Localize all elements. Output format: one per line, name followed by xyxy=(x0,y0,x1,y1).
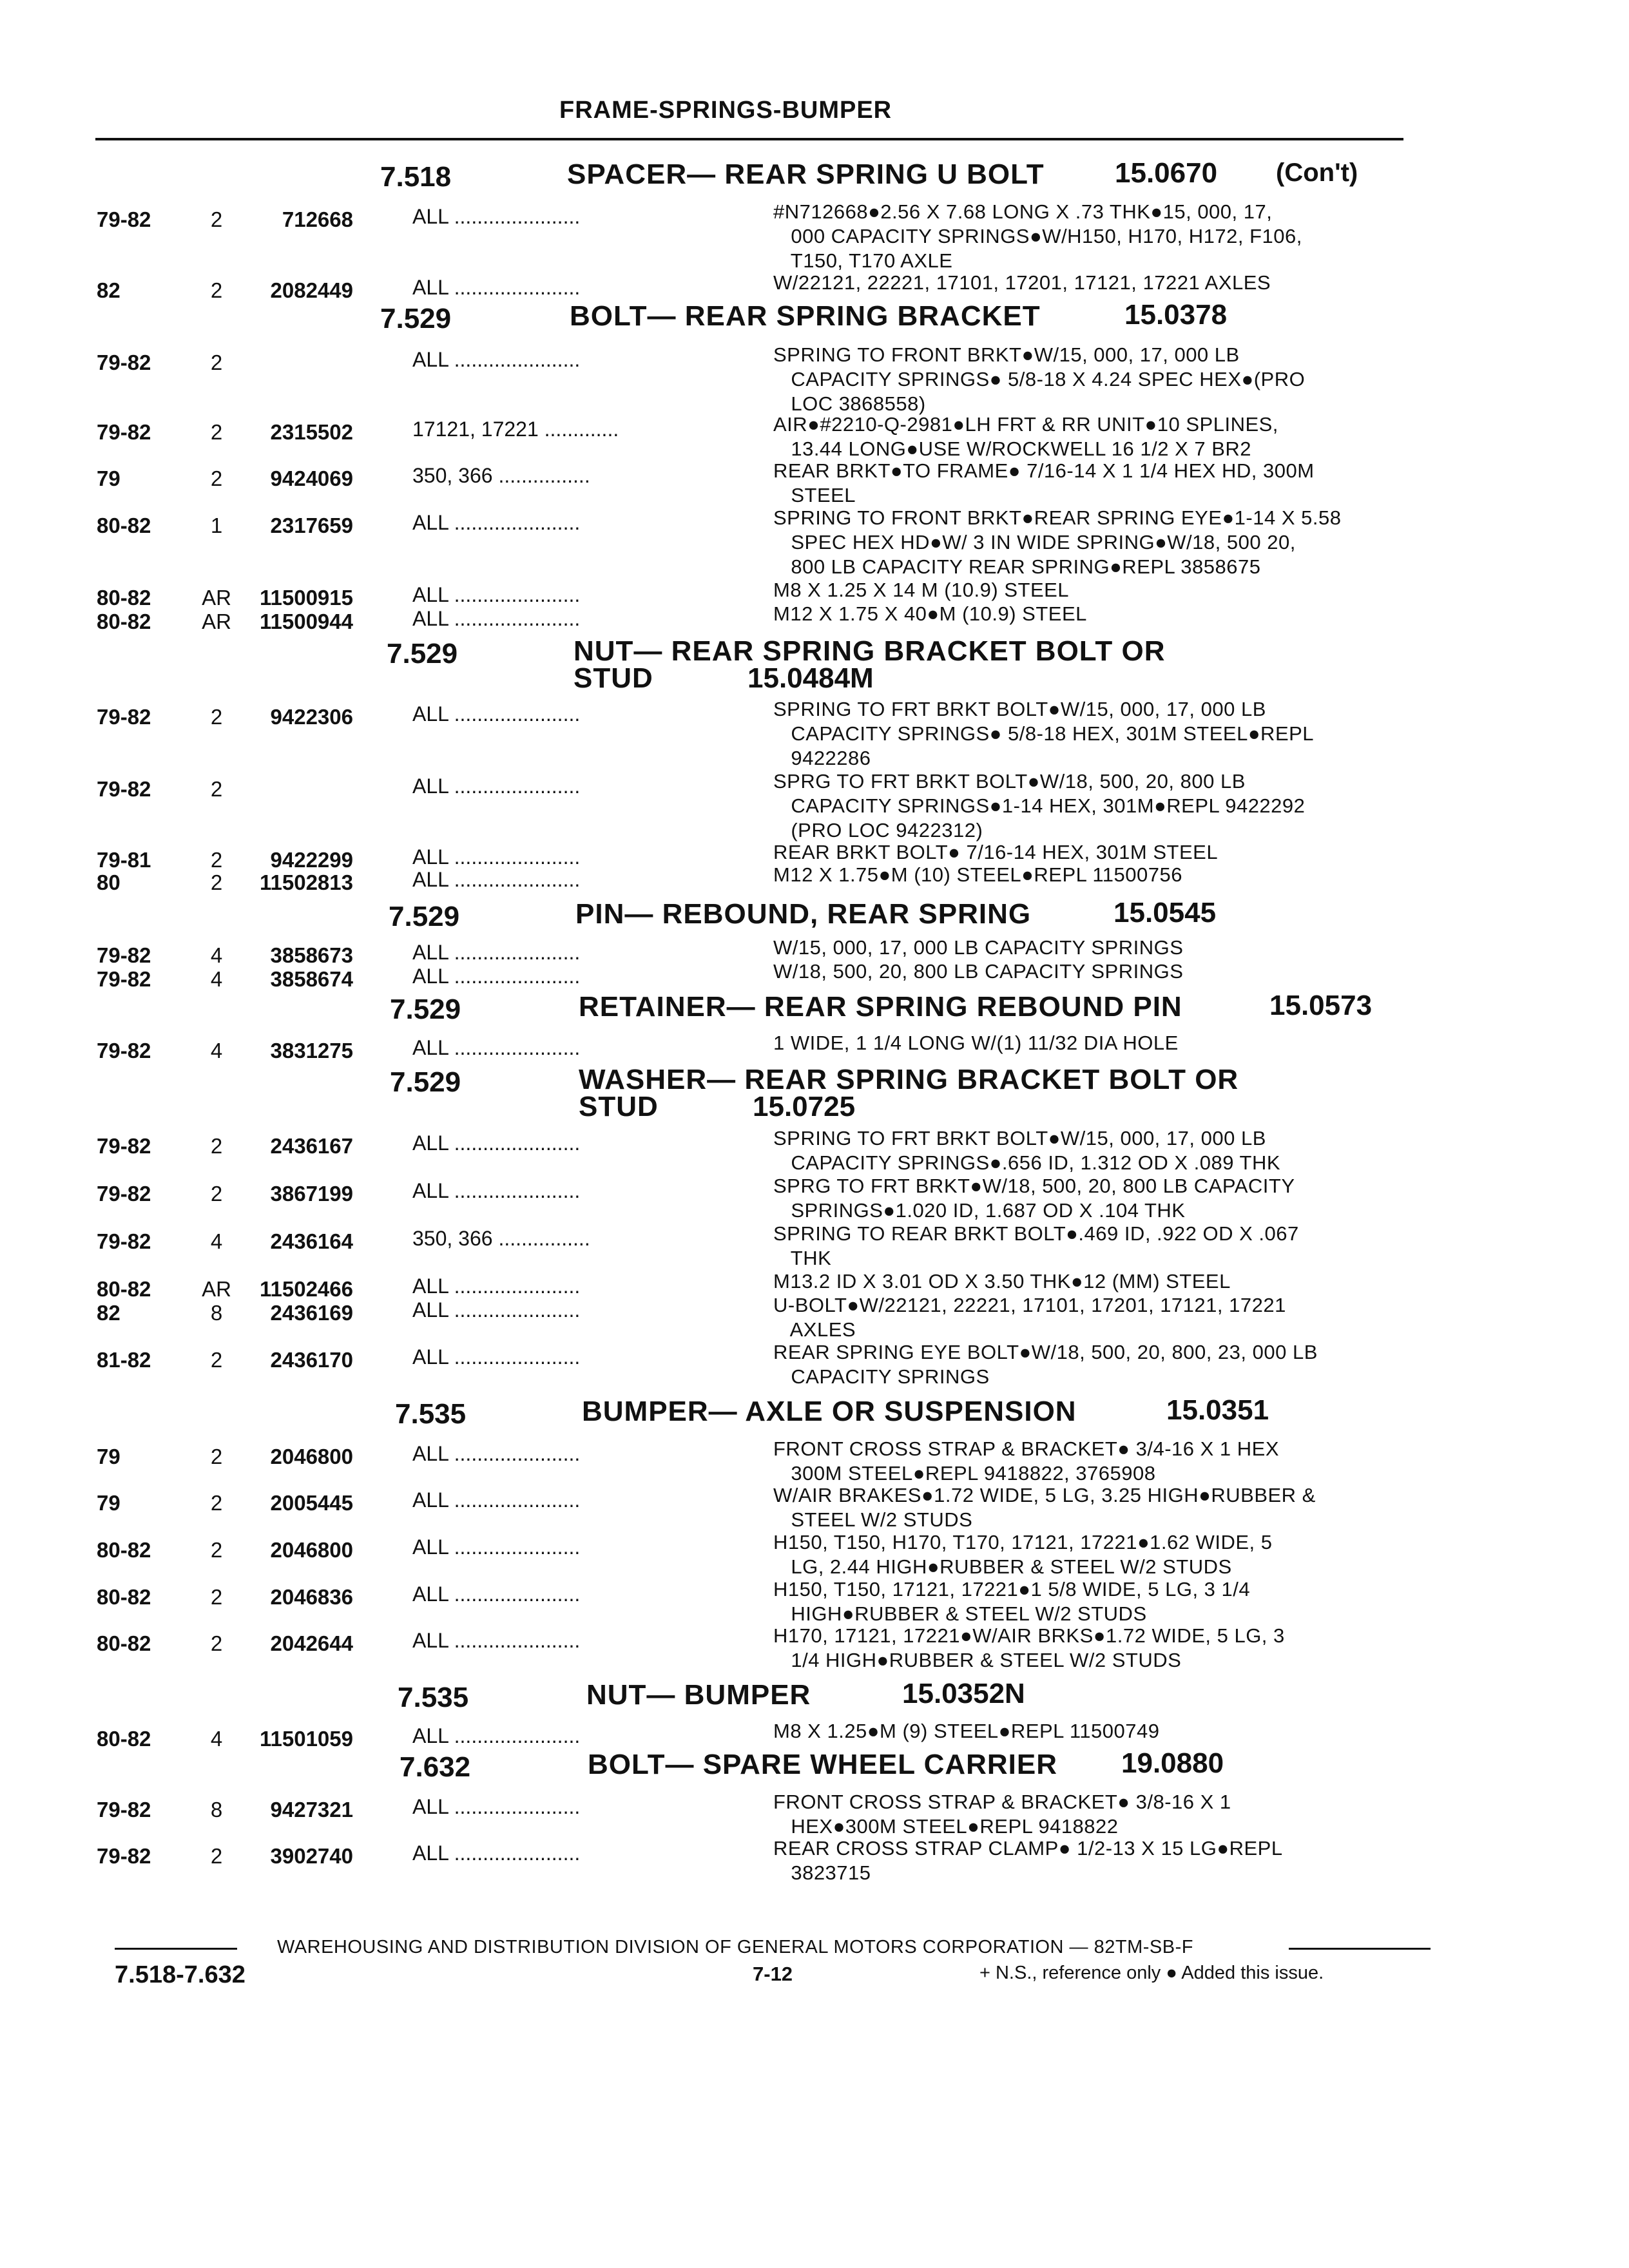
part-number: 11501059 xyxy=(259,1727,353,1751)
section-name: WASHER— REAR SPRING BRACKET BOLT OR xyxy=(579,1064,1239,1095)
quantity: 2 xyxy=(210,1348,223,1372)
part-description: M13.2 ID X 3.01 OD X 3.50 THK●12 (MM) STEEL xyxy=(773,1270,1231,1293)
quantity: 4 xyxy=(210,967,223,991)
part-number: 2436170 xyxy=(270,1348,353,1372)
part-number: 11502813 xyxy=(259,870,353,894)
application: ALL ...................... xyxy=(412,607,581,630)
section-category: 7.529 xyxy=(389,901,460,932)
quantity: 4 xyxy=(210,1229,223,1253)
model-years: 79-82 xyxy=(97,1229,151,1253)
part-description: M8 X 1.25●M (9) STEEL●REPL 11500749 xyxy=(773,1720,1160,1742)
application: ALL ...................... xyxy=(412,1724,581,1747)
quantity: 2 xyxy=(210,1182,223,1206)
application: ALL ...................... xyxy=(412,965,581,988)
part-description: REAR BRKT●TO FRAME● 7/16-14 X 1 1/4 HEX HD, 300M STEEL xyxy=(773,459,1315,506)
part-number: 11502466 xyxy=(259,1277,353,1301)
part-number: 2317659 xyxy=(270,514,353,537)
section-code: 15.0352N xyxy=(902,1678,1025,1709)
part-description: W/18, 500, 20, 800 LB CAPACITY SPRINGS xyxy=(773,960,1184,983)
application: ALL ...................... xyxy=(412,1298,581,1321)
application: ALL ...................... xyxy=(412,868,581,891)
section-code: 15.0670 xyxy=(1115,157,1218,189)
section-code: 15.0725 xyxy=(753,1091,856,1122)
part-description: SPRING TO FRONT BRKT●W/15, 000, 17, 000 LB CAPACITY SPRINGS● 5/8-18 X 4.24 SPEC HEX●(PRO LOC 3868558) xyxy=(773,343,1306,415)
model-years: 80-82 xyxy=(97,514,151,537)
quantity: 4 xyxy=(210,1727,223,1751)
section-name: BUMPER— AXLE OR SUSPENSION xyxy=(582,1396,1077,1427)
part-number: 2436169 xyxy=(270,1301,353,1325)
model-years: 79-82 xyxy=(97,943,151,967)
part-description: SPRING TO FRT BRKT BOLT●W/15, 000, 17, 000 LB CAPACITY SPRINGS● 5/8-18 HEX, 301M STEEL●REPL 9422286 xyxy=(773,698,1315,769)
part-description: M12 X 1.75●M (10) STEEL●REPL 11500756 xyxy=(773,863,1182,886)
section-name-line2: STUD xyxy=(574,662,653,694)
header-rule xyxy=(95,138,1403,140)
application: 17121, 17221 ............. xyxy=(412,418,619,441)
section-code: 15.0573 xyxy=(1269,990,1373,1021)
quantity: 8 xyxy=(210,1301,223,1325)
application: ALL ...................... xyxy=(412,1179,581,1202)
part-description: 1 WIDE, 1 1/4 LONG W/(1) 11/32 DIA HOLE xyxy=(773,1032,1179,1054)
application: 350, 366 ................ xyxy=(412,1227,590,1250)
part-description: H150, T150, H170, T170, 17121, 17221●1.62 WIDE, 5 LG, 2.44 HIGH●RUBBER & STEEL W/2 STUDS xyxy=(773,1531,1273,1578)
model-years: 80-82 xyxy=(97,586,151,610)
part-description: W/AIR BRAKES●1.72 WIDE, 5 LG, 3.25 HIGH●RUBBER & STEEL W/2 STUDS xyxy=(773,1484,1316,1531)
section-code: 15.0351 xyxy=(1166,1394,1269,1426)
part-number: 712668 xyxy=(282,207,353,231)
part-number: 11500915 xyxy=(259,586,353,610)
footer-rule-right xyxy=(1289,1948,1431,1950)
section-name: SPACER— REAR SPRING U BOLT xyxy=(567,159,1045,190)
section-name-line2: STUD xyxy=(579,1091,659,1122)
section-name: NUT— BUMPER xyxy=(586,1679,811,1711)
part-description: W/15, 000, 17, 000 LB CAPACITY SPRINGS xyxy=(773,936,1184,959)
part-number: 3902740 xyxy=(270,1844,353,1868)
quantity: 2 xyxy=(210,1585,223,1609)
application: ALL ...................... xyxy=(412,1535,581,1559)
section-code: 15.0484M xyxy=(747,662,874,694)
section-category: 7.535 xyxy=(395,1398,467,1430)
application: ALL ...................... xyxy=(412,1629,581,1652)
section-name: BOLT— SPARE WHEEL CARRIER xyxy=(588,1749,1058,1780)
model-years: 79-82 xyxy=(97,1039,151,1062)
page-title: FRAME-SPRINGS-BUMPER xyxy=(559,97,892,124)
part-description: REAR CROSS STRAP CLAMP● 1/2-13 X 15 LG●REPL 3823715 xyxy=(773,1837,1283,1884)
application: ALL ...................... xyxy=(412,774,581,798)
part-description: REAR SPRING EYE BOLT●W/18, 500, 20, 800, 23, 000 LB CAPACITY SPRINGS xyxy=(773,1341,1318,1388)
part-description: U-BOLT●W/22121, 22221, 17101, 17201, 17121, 17221 AXLES xyxy=(773,1294,1286,1341)
section-category: 7.535 xyxy=(398,1682,469,1713)
application: ALL ...................... xyxy=(412,1345,581,1369)
part-description: SPRG TO FRT BRKT BOLT●W/18, 500, 20, 800 LB CAPACITY SPRINGS●1-14 HEX, 301M●REPL 9422292 (PRO LOC 9422312) xyxy=(773,770,1306,841)
quantity: 2 xyxy=(210,1631,223,1655)
model-years: 80-82 xyxy=(97,1538,151,1562)
part-number: 2042644 xyxy=(270,1631,353,1655)
part-number: 3867199 xyxy=(270,1182,353,1206)
part-number: 2046836 xyxy=(270,1585,353,1609)
model-years: 82 xyxy=(97,1301,120,1325)
application: 350, 366 ................ xyxy=(412,464,590,487)
footer-range: 7.518-7.632 xyxy=(115,1961,246,1988)
part-number: 3858673 xyxy=(270,943,353,967)
quantity: 2 xyxy=(210,1445,223,1468)
part-number: 2436164 xyxy=(270,1229,353,1253)
model-years: 79-82 xyxy=(97,777,151,801)
application: ALL ...................... xyxy=(412,1488,581,1512)
model-years: 79-82 xyxy=(97,1798,151,1821)
quantity: AR xyxy=(202,610,231,633)
model-years: 82 xyxy=(97,278,120,302)
model-years: 79-82 xyxy=(97,1182,151,1206)
model-years: 79 xyxy=(97,466,120,490)
quantity: 2 xyxy=(210,1491,223,1515)
section-category: 7.529 xyxy=(390,994,461,1025)
quantity: 1 xyxy=(210,514,223,537)
application: ALL ...................... xyxy=(412,1131,581,1155)
section-category: 7.529 xyxy=(380,303,452,334)
model-years: 79-82 xyxy=(97,705,151,729)
part-number: 2082449 xyxy=(270,278,353,302)
part-description: W/22121, 22221, 17101, 17201, 17121, 17221 AXLES xyxy=(773,271,1271,294)
part-description: M8 X 1.25 X 14 M (10.9) STEEL xyxy=(773,579,1070,601)
application: ALL ...................... xyxy=(412,845,581,869)
part-description: FRONT CROSS STRAP & BRACKET● 3/4-16 X 1 HEX 300M STEEL●REPL 9418822, 3765908 xyxy=(773,1437,1280,1485)
quantity: 2 xyxy=(210,207,223,231)
quantity: 4 xyxy=(210,1039,223,1062)
part-number: 2436167 xyxy=(270,1134,353,1158)
quantity: 4 xyxy=(210,943,223,967)
section-name: PIN— REBOUND, REAR SPRING xyxy=(575,898,1032,930)
application: ALL ...................... xyxy=(412,1582,581,1606)
section-code: 15.0378 xyxy=(1124,299,1228,331)
part-description: SPRING TO FRONT BRKT●REAR SPRING EYE●1-14 X 5.58 SPEC HEX HD●W/ 3 IN WIDE SPRING●W/18, 500 20, 800 LB CAPACITY REAR SPRING●REPL 3858675 xyxy=(773,506,1342,578)
quantity: 2 xyxy=(210,777,223,801)
model-years: 79 xyxy=(97,1491,120,1515)
part-number: 3831275 xyxy=(270,1039,353,1062)
application: ALL ...................... xyxy=(412,941,581,964)
model-years: 79-82 xyxy=(97,967,151,991)
section-category: 7.529 xyxy=(390,1066,461,1098)
page-number: 7-12 xyxy=(753,1963,793,1985)
quantity: 2 xyxy=(210,466,223,490)
part-description: H170, 17121, 17221●W/AIR BRKS●1.72 WIDE, 5 LG, 3 1/4 HIGH●RUBBER & STEEL W/2 STUDS xyxy=(773,1624,1285,1671)
model-years: 79-81 xyxy=(97,848,151,872)
part-description: #N712668●2.56 X 7.68 LONG X .73 THK●15, 000, 17, 000 CAPACITY SPRINGS●W/H150, H170, H172, F106, T150, T170 AXLE xyxy=(773,200,1302,272)
part-number: 3858674 xyxy=(270,967,353,991)
part-number: 9427321 xyxy=(270,1798,353,1821)
part-number: 9424069 xyxy=(270,466,353,490)
model-years: 80-82 xyxy=(97,1277,151,1301)
part-number: 2315502 xyxy=(270,420,353,444)
model-years: 80-82 xyxy=(97,610,151,633)
quantity: 2 xyxy=(210,351,223,374)
part-description: REAR BRKT BOLT● 7/16-14 HEX, 301M STEEL xyxy=(773,841,1219,863)
model-years: 79-82 xyxy=(97,420,151,444)
quantity: 2 xyxy=(210,420,223,444)
model-years: 79-82 xyxy=(97,1134,151,1158)
part-description: H150, T150, 17121, 17221●1 5/8 WIDE, 5 LG, 3 1/4 HIGH●RUBBER & STEEL W/2 STUDS xyxy=(773,1578,1251,1625)
section-category: 7.518 xyxy=(380,161,452,193)
part-description: AIR●#2210-Q-2981●LH FRT & RR UNIT●10 SPLINES, 13.44 LONG●USE W/ROCKWELL 16 1/2 X 7 BR2 xyxy=(773,413,1278,460)
quantity: 2 xyxy=(210,1134,223,1158)
quantity: AR xyxy=(202,586,231,610)
part-description: SPRING TO REAR BRKT BOLT●.469 ID, .922 OD X .067 THK xyxy=(773,1222,1299,1269)
part-number: 9422299 xyxy=(270,848,353,872)
footer-publisher: WAREHOUSING AND DISTRIBUTION DIVISION OF GENERAL MOTORS CORPORATION — 82TM-SB-F xyxy=(277,1937,1193,1957)
model-years: 80-82 xyxy=(97,1727,151,1751)
quantity: 8 xyxy=(210,1798,223,1821)
quantity: 2 xyxy=(210,848,223,872)
application: ALL ...................... xyxy=(412,1274,581,1298)
part-description: SPRG TO FRT BRKT●W/18, 500, 20, 800 LB CAPACITY SPRINGS●1.020 ID, 1.687 OD X .104 THK xyxy=(773,1175,1295,1222)
section-code: 15.0545 xyxy=(1113,897,1217,928)
model-years: 79-82 xyxy=(97,207,151,231)
quantity: 2 xyxy=(210,1844,223,1868)
model-years: 80-82 xyxy=(97,1585,151,1609)
part-description: SPRING TO FRT BRKT BOLT●W/15, 000, 17, 000 LB CAPACITY SPRINGS●.656 ID, 1.312 OD X .089 THK xyxy=(773,1127,1281,1174)
application: ALL ...................... xyxy=(412,702,581,726)
model-years: 80 xyxy=(97,870,120,894)
section-category: 7.632 xyxy=(400,1751,471,1783)
application: ALL ...................... xyxy=(412,1036,581,1059)
part-number: 2046800 xyxy=(270,1538,353,1562)
application: ALL ...................... xyxy=(412,1795,581,1818)
part-number: 2046800 xyxy=(270,1445,353,1468)
model-years: 80-82 xyxy=(97,1631,151,1655)
application: ALL ...................... xyxy=(412,1841,581,1865)
part-number: 2005445 xyxy=(270,1491,353,1515)
section-code: 19.0880 xyxy=(1121,1747,1224,1779)
model-years: 79 xyxy=(97,1445,120,1468)
footer-legend: + N.S., reference only ● Added this issue. xyxy=(979,1963,1324,1983)
part-description: M12 X 1.75 X 40●M (10.9) STEEL xyxy=(773,602,1087,625)
quantity: 2 xyxy=(210,278,223,302)
part-number: 11500944 xyxy=(259,610,353,633)
application: ALL ...................... xyxy=(412,276,581,299)
section-name: BOLT— REAR SPRING BRACKET xyxy=(570,300,1041,332)
application: ALL ...................... xyxy=(412,511,581,534)
quantity: 2 xyxy=(210,1538,223,1562)
footer-rule-left xyxy=(115,1948,237,1950)
quantity: 2 xyxy=(210,870,223,894)
section-name: RETAINER— REAR SPRING REBOUND PIN xyxy=(579,991,1182,1023)
application: ALL ...................... xyxy=(412,583,581,606)
model-years: 81-82 xyxy=(97,1348,151,1372)
model-years: 79-82 xyxy=(97,1844,151,1868)
application: ALL ...................... xyxy=(412,205,581,228)
section-continued: (Con't) xyxy=(1276,159,1358,187)
section-name: NUT— REAR SPRING BRACKET BOLT OR xyxy=(574,635,1166,667)
application: ALL ...................... xyxy=(412,1442,581,1465)
model-years: 79-82 xyxy=(97,351,151,374)
part-number: 9422306 xyxy=(270,705,353,729)
application: ALL ...................... xyxy=(412,348,581,371)
part-description: FRONT CROSS STRAP & BRACKET● 3/8-16 X 1 HEX●300M STEEL●REPL 9418822 xyxy=(773,1791,1231,1838)
quantity: AR xyxy=(202,1277,231,1301)
quantity: 2 xyxy=(210,705,223,729)
section-category: 7.529 xyxy=(387,638,458,669)
